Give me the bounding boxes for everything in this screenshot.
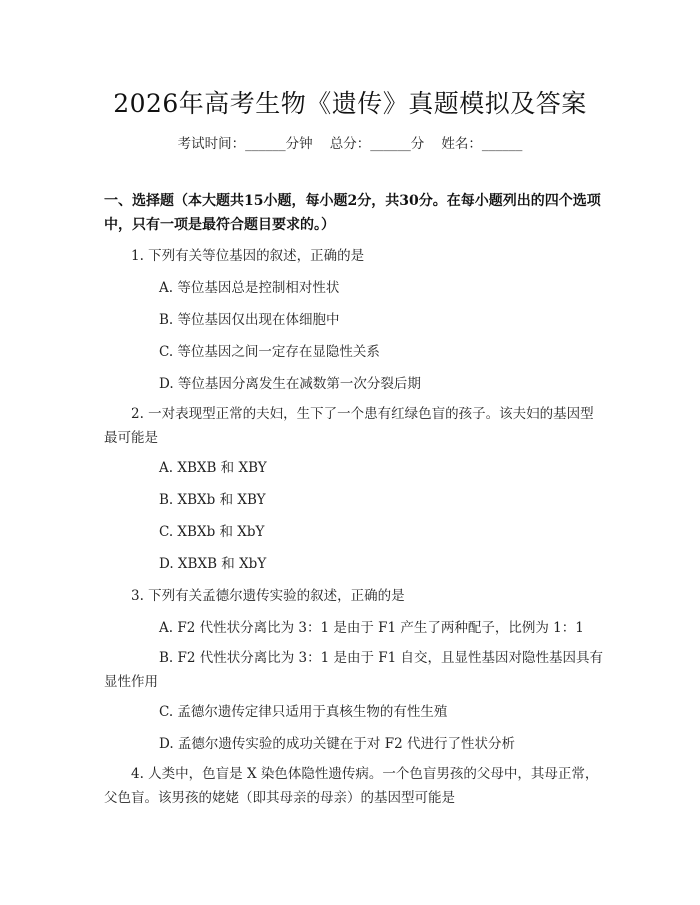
option-b: B. XBXb 和 XBY	[159, 492, 266, 508]
option-c: C. 孟德尔遗传定律只适用于真核生物的有性生殖	[159, 704, 448, 720]
question-stem: 4. 人类中，色盲是 X 染色体隐性遗传病。一个色盲男孩的父母中，其母正常，父色盲。该男孩的姥姥（即其母亲的母亲）的基因型可能是	[104, 766, 599, 806]
option-c: C. XBXb 和 XbY	[159, 524, 265, 540]
option-d: D. 等位基因分离发生在减数第一次分裂后期	[159, 376, 421, 392]
option-a: A. 等位基因总是控制相对性状	[159, 280, 340, 296]
question-stem: 2. 一对表现型正常的夫妇，生下了一个患有红绿色盲的孩子。该夫妇的基因型最可能是	[104, 406, 594, 446]
option-d: D. 孟德尔遗传实验的成功关键在于对 F2 代进行了性状分析	[159, 736, 515, 752]
option-b: B. 等位基因仅出现在体细胞中	[159, 312, 340, 328]
question-stem: 3. 下列有关孟德尔遗传实验的叙述，正确的是	[131, 588, 405, 604]
exam-meta-line: 考试时间：______分钟 总分：______分 姓名：______	[177, 136, 523, 152]
question-stem: 1. 下列有关等位基因的叙述，正确的是	[131, 248, 365, 264]
option-a: A. F2 代性状分离比为 3：1 是由于 F1 产生了两种配子，比例为 1：1	[159, 620, 584, 636]
option-d: D. XBXB 和 XbY	[159, 556, 267, 572]
section-heading: 一、选择题（本大题共15小题，每小题2分，共30分。在每小题列出的四个选项中，只有一项是最符合题目要求的。）	[104, 193, 601, 233]
page-title: 2026年高考生物《遗传》真题模拟及答案	[113, 89, 587, 118]
option-c: C. 等位基因之间一定存在显隐性关系	[159, 344, 380, 360]
option-b: B. F2 代性状分离比为 3：1 是由于 F1 自交，且显性基因对隐性基因具有显性作用	[104, 650, 604, 690]
option-a: A. XBXB 和 XBY	[159, 460, 267, 476]
